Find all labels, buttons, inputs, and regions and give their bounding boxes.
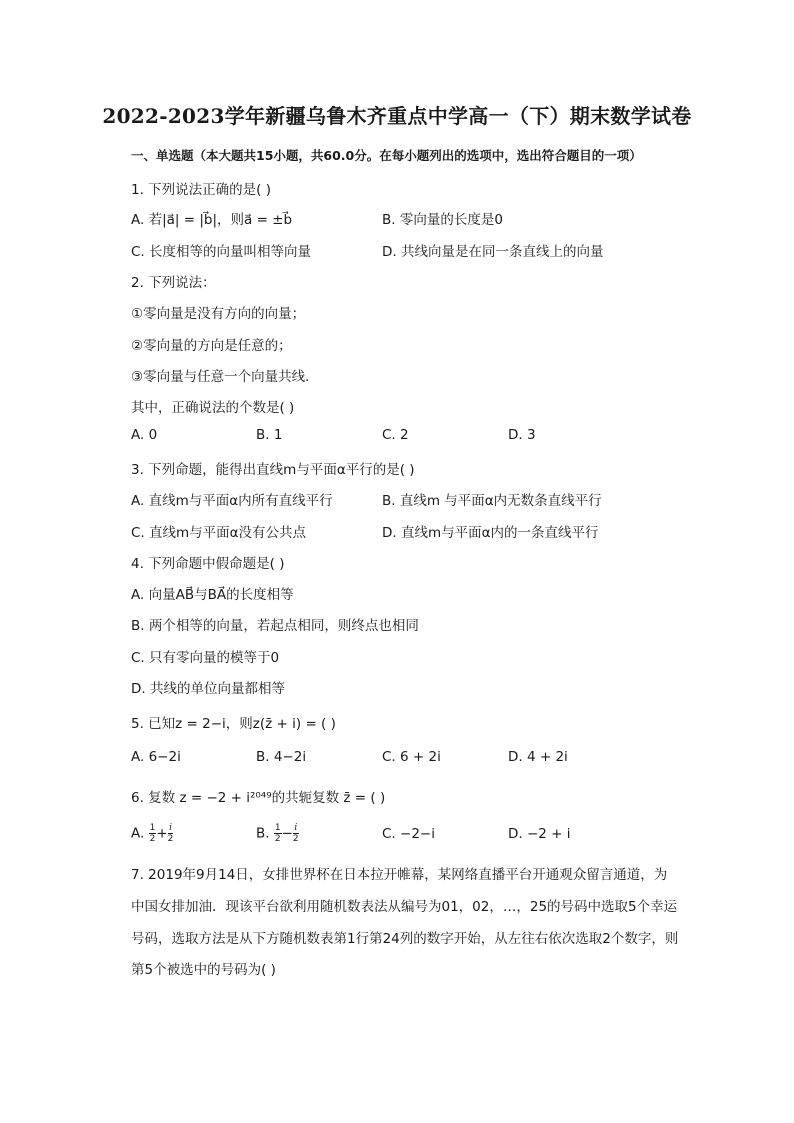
question-1-option-b: B. 零向量的长度是0 — [382, 212, 503, 228]
question-5-option-a: A. 6−2i — [131, 749, 181, 765]
question-2-statement-3: ③零向量与任意一个向量共线． — [131, 369, 319, 385]
section-header: 一、单选题（本大题共15小题，共60.0分。在每小题列出的选项中，选出符合题目的一项） — [131, 148, 642, 163]
numerator: i — [294, 823, 298, 833]
question-4-option-b: B. 两个相等的向量，若起点相同，则终点也相同 — [131, 618, 419, 634]
numerator: 1 — [149, 823, 156, 833]
question-3-option-b: B. 直线m 与平面α内无数条直线平行 — [382, 493, 602, 509]
question-2-stem: 2. 下列说法： — [131, 275, 216, 291]
question-2-statement-1: ①零向量是没有方向的向量； — [131, 306, 306, 322]
question-5-option-c: C. 6 + 2i — [382, 749, 441, 765]
question-3-option-a: A. 直线m与平面α内所有直线平行 — [131, 493, 333, 509]
fraction-one-half — [274, 823, 282, 844]
numerator: 1 — [274, 823, 281, 833]
question-1-option-a: A. 若|a⃗| = |b⃗|，则a⃗ = ±b⃗ — [131, 212, 293, 228]
question-4-option-c: C. 只有零向量的模等于0 — [131, 650, 280, 666]
question-6-option-c: C. −2−i — [382, 826, 435, 842]
question-5-option-d: D. 4 + 2i — [508, 749, 568, 765]
fraction-i-half — [168, 823, 174, 844]
denominator: 2 — [167, 834, 174, 844]
question-1-option-c: C. 长度相等的向量叫相等向量 — [131, 244, 312, 260]
question-1-stem: 1. 下列说法正确的是( ) — [131, 182, 271, 198]
plus-sign: + — [156, 825, 168, 842]
fraction-i-half — [293, 823, 299, 844]
question-4-option-a: A. 向量AB⃗与BA⃗的长度相等 — [131, 587, 294, 603]
question-7-line-3: 号码，选取方法是从下方随机数表第1行第24列的数字开始，从左往右依次选取2个数字，则 — [131, 931, 679, 947]
numerator: i — [169, 823, 172, 833]
question-6-stem: 6. 复数 z = −2 + i²⁰⁴⁹的共轭复数 z̄ = ( ) — [131, 790, 386, 806]
denominator: 2 — [292, 834, 299, 844]
question-3-option-d: D. 直线m与平面α内的一条直线平行 — [382, 525, 599, 541]
question-4-option-d: D. 共线的单位向量都相等 — [131, 681, 285, 697]
question-2-option-d: D. 3 — [508, 427, 536, 443]
question-2-question: 其中，正确说法的个数是( ) — [131, 400, 295, 416]
question-7-line-1: 7. 2019年9月14日，女排世界杯在日本拉开帷幕，某网络直播平台开通观众留言通道，为 — [131, 867, 668, 883]
minus-sign: − — [281, 825, 293, 842]
question-3-stem: 3. 下列命题，能得出直线m与平面α平行的是( ) — [131, 462, 415, 478]
question-2-option-a: A. 0 — [131, 427, 158, 443]
question-2-option-b: B. 1 — [256, 427, 283, 443]
question-2-statement-2: ②零向量的方向是任意的； — [131, 338, 292, 354]
question-1-option-d: D. 共线向量是在同一条直线上的向量 — [382, 244, 604, 260]
option-a-letter: A. — [131, 825, 149, 842]
question-5-option-b: B. 4−2i — [256, 749, 307, 765]
question-7-line-4: 第5个被选中的号码为( ) — [131, 962, 276, 978]
page-title: 2022-2023学年新疆乌鲁木齐重点中学高一（下）期末数学试卷 — [102, 104, 692, 128]
denominator: 2 — [274, 834, 281, 844]
question-4-stem: 4. 下列命题中假命题是( ) — [131, 556, 285, 572]
question-2-option-c: C. 2 — [382, 427, 409, 443]
question-6-option-d: D. −2 + i — [508, 826, 571, 842]
question-7-line-2: 中国女排加油．现该平台欲利用随机数表法从编号为01，02，…，25的号码中选取5个幸运 — [131, 899, 678, 915]
question-3-option-c: C. 直线m与平面α没有公共点 — [131, 525, 307, 541]
question-6-option-b — [256, 823, 299, 844]
question-5-stem: 5. 已知z = 2−i，则z(z̄ + i) = ( ) — [131, 716, 336, 732]
denominator: 2 — [149, 834, 156, 844]
option-b-letter: B. — [256, 825, 274, 842]
question-6-option-a — [131, 823, 173, 844]
